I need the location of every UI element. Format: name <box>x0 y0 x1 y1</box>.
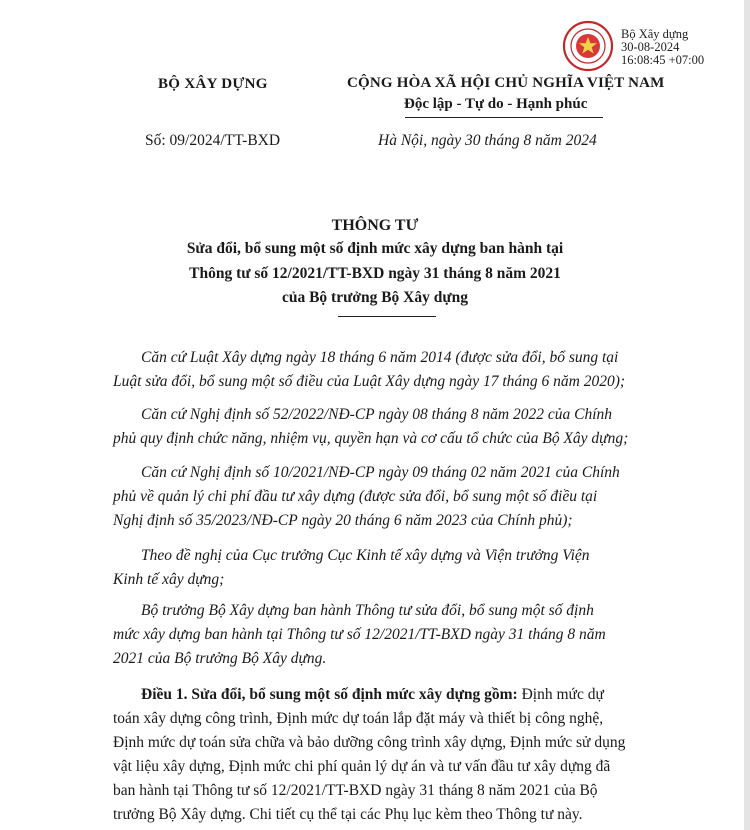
text-line: phủ quy định chức năng, nhiệm vụ, quyền hạn và cơ cấu tổ chức của Bộ Xây dựng; <box>113 430 629 447</box>
text-line: Theo đề nghị của Cục trưởng Cục Kinh tế xây dựng và Viện trưởng Viện <box>141 547 590 564</box>
national-motto: Độc lập - Tự do - Hạnh phúc <box>404 96 588 112</box>
motto-underline <box>405 117 603 118</box>
digital-signature-block <box>621 28 704 67</box>
document-number: Số: 09/2024/TT-BXD <box>145 132 281 149</box>
document-subject-line-1: Sửa đổi, bổ sung một số định mức xây dựng ban hành tại <box>186 240 564 257</box>
text-line: Kinh tế xây dựng; <box>113 571 225 588</box>
page-edge <box>744 0 750 830</box>
text-line: Nghị định số 35/2023/NĐ-CP ngày 20 tháng 6 năm 2023 của Chính phủ); <box>113 512 573 529</box>
issuing-agency: BỘ XÂY DỰNG <box>158 76 268 92</box>
document-type: THÔNG TƯ <box>331 217 419 234</box>
place-and-date: Hà Nội, ngày 30 tháng 8 năm 2024 <box>378 132 597 149</box>
text-line: Căn cứ Nghị định số 10/2021/NĐ-CP ngày 09 tháng 02 năm 2021 của Chính <box>141 464 620 481</box>
text-line: Bộ trưởng Bộ Xây dựng ban hành Thông tư sửa đổi, bổ sung một số định <box>141 602 594 619</box>
text-line: trưởng Bộ Xây dựng. Chi tiết cụ thể tại các Phụ lục kèm theo Thông tư này. <box>113 806 583 823</box>
text-line: ban hành tại Thông tư số 12/2021/TT-BXD ngày 31 tháng 8 năm 2021 của Bộ <box>113 782 598 799</box>
text-line: Luật sửa đổi, bổ sung một số điều của Luật Xây dựng ngày 17 tháng 6 năm 2020); <box>113 373 626 390</box>
text-line: Căn cứ Nghị định số 52/2022/NĐ-CP ngày 08 tháng 8 năm 2022 của Chính <box>141 406 613 423</box>
preamble-paragraph <box>113 461 703 533</box>
ministry-seal-icon <box>562 20 614 72</box>
subject-underline <box>338 316 436 317</box>
text-line: vật liệu xây dựng, Định mức chi phí quản lý dự án và tư vấn đầu tư xây dựng đã <box>113 758 611 775</box>
text-line: 2021 của Bộ trưởng Bộ Xây dựng. <box>113 650 327 667</box>
preamble-paragraph <box>113 544 703 592</box>
text-line: toán xây dựng công trình, Định mức dự toán lắp đặt máy và thiết bị công nghệ, <box>113 710 604 727</box>
signature-time: 16:08:45 +07:00 <box>621 53 705 67</box>
article-1-text-start: Định mức dự <box>517 686 604 703</box>
document-subject-line-3: của Bộ trưởng Bộ Xây dựng <box>281 289 469 306</box>
text-line: phủ về quản lý chi phí đầu tư xây dựng (được sửa đổi, bổ sung một số điều tại <box>113 488 598 505</box>
preamble-paragraph <box>113 346 703 394</box>
signature-signer: Bộ Xây dựng <box>621 27 689 41</box>
preamble-paragraph <box>113 599 703 671</box>
preamble-paragraph <box>113 403 703 451</box>
signature-date: 30-08-2024 <box>621 40 680 54</box>
article-1-first-line <box>113 683 703 707</box>
text-line: Định mức dự toán sửa chữa và bảo dưỡng công trình xây dựng, Định mức sử dụng <box>113 734 626 751</box>
article-1-heading: Điều 1. Sửa đổi, bổ sung một số định mức xây dựng gồm: <box>141 686 518 703</box>
document-subject-line-2: Thông tư số 12/2021/TT-BXD ngày 31 tháng 8 năm 2021 <box>189 265 561 282</box>
article-1 <box>113 683 703 827</box>
nation-title: CỘNG HÒA XÃ HỘI CHỦ NGHĨA VIỆT NAM <box>347 75 665 91</box>
text-line: mức xây dựng ban hành tại Thông tư số 12/2021/TT-BXD ngày 31 tháng 8 năm <box>113 626 606 643</box>
text-line: Căn cứ Luật Xây dựng ngày 18 tháng 6 năm 2014 (được sửa đổi, bổ sung tại <box>141 349 619 366</box>
